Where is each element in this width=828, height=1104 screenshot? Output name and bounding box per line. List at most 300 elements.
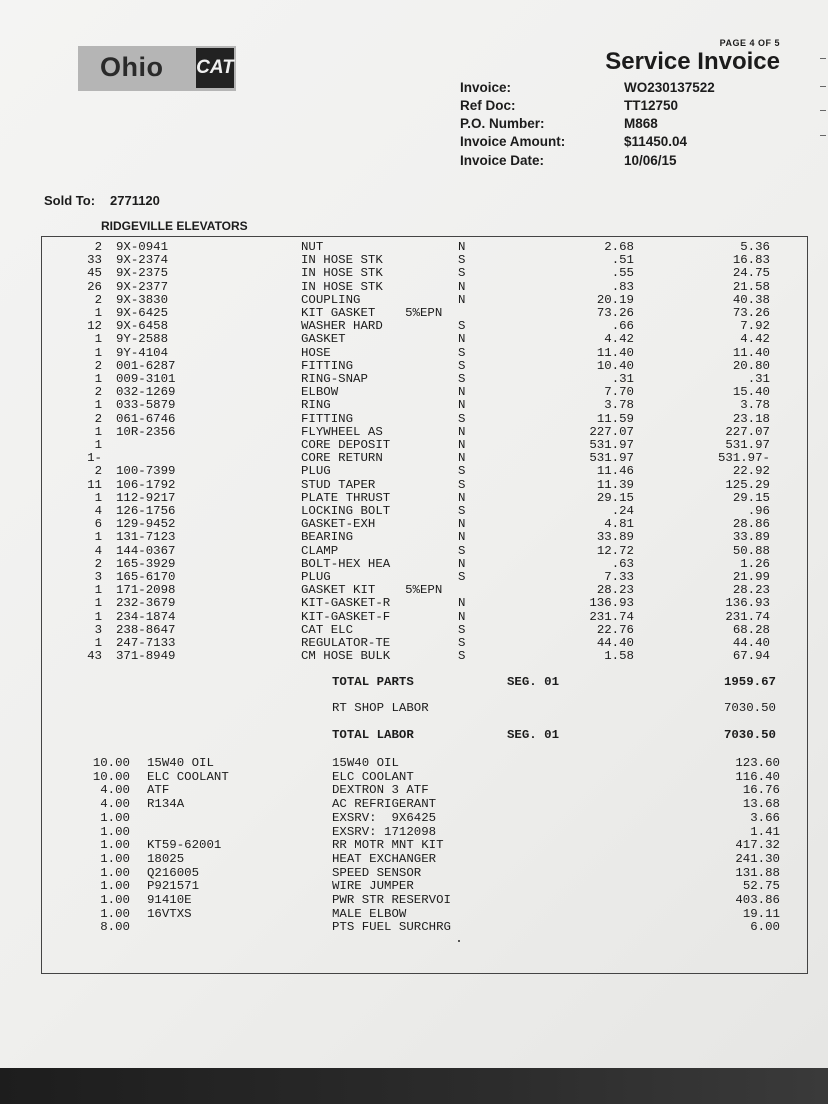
part-code: S <box>458 372 466 386</box>
part-number: 106-1792 <box>116 477 176 492</box>
part-qty: 2 <box>94 556 102 571</box>
misc-amount: 19.11 <box>742 906 780 921</box>
shop-labor-value: 7030.50 <box>723 701 776 715</box>
part-unit-price: 44.40 <box>596 636 634 650</box>
part-amount: 125.29 <box>725 477 770 492</box>
invoice-date-value: 10/06/15 <box>624 153 677 168</box>
part-number: 171-2098 <box>116 583 176 598</box>
part-description: KIT-GASKET-F <box>301 609 391 624</box>
part-amount: 33.89 <box>732 530 770 545</box>
part-code: N <box>458 240 466 254</box>
misc-code: KT59-62001 <box>147 838 222 853</box>
part-qty: 2 <box>94 411 102 426</box>
total-parts-segment: SEG. 01 <box>507 675 560 689</box>
total-labor-value: 7030.50 <box>723 728 776 742</box>
part-unit-price: 28.23 <box>596 583 634 598</box>
part-unit-price: 11.39 <box>596 477 634 492</box>
table-row <box>0 812 828 825</box>
part-unit-price: 33.89 <box>596 530 634 545</box>
part-number: 061-6746 <box>116 411 176 426</box>
part-amount: 227.07 <box>725 424 770 439</box>
part-amount: 4.42 <box>740 332 770 347</box>
total-parts-row <box>0 676 828 689</box>
part-unit-price: 136.93 <box>589 596 634 611</box>
table-row <box>0 333 828 346</box>
misc-amount: 417.32 <box>735 838 780 853</box>
ref-doc-label: Ref Doc: <box>460 98 516 113</box>
total-labor-row <box>0 729 828 742</box>
part-unit-price: 227.07 <box>589 424 634 439</box>
part-amount: 28.86 <box>732 517 770 532</box>
misc-description: ELC COOLANT <box>332 769 414 784</box>
part-number: 232-3679 <box>116 596 176 611</box>
part-qty: 4 <box>94 543 102 558</box>
part-amount: 24.75 <box>732 266 770 281</box>
part-unit-price: 11.40 <box>596 345 634 360</box>
edge-mark <box>820 86 826 87</box>
part-unit-price: 4.81 <box>604 517 634 532</box>
table-row <box>0 624 828 637</box>
part-description: STUD TAPER <box>301 477 376 492</box>
misc-qty: 1.00 <box>100 865 130 880</box>
part-qty: 33 <box>87 253 102 268</box>
part-description: WASHER HARD <box>301 319 383 334</box>
table-row <box>0 465 828 478</box>
part-description: FLYWHEEL AS <box>301 424 383 439</box>
part-unit-price: .55 <box>611 266 634 281</box>
part-code: S <box>458 345 466 360</box>
part-amount: 231.74 <box>725 609 770 624</box>
part-amount: 21.58 <box>732 279 770 294</box>
part-unit-price: .51 <box>611 253 634 268</box>
table-row <box>0 413 828 426</box>
part-number: 9X-2377 <box>116 279 169 294</box>
part-description: CORE DEPOSIT <box>301 438 391 452</box>
part-amount: 73.26 <box>732 306 770 320</box>
table-row <box>0 492 828 505</box>
misc-amount: 123.60 <box>735 756 780 770</box>
misc-description: MALE ELBOW <box>332 906 407 921</box>
part-unit-price: 531.97 <box>589 438 634 452</box>
part-number: 9X-3830 <box>116 292 169 307</box>
part-number: 165-6170 <box>116 570 176 584</box>
misc-amount: 1.41 <box>750 824 780 839</box>
part-number: 129-9452 <box>116 517 176 532</box>
misc-qty: 1.00 <box>100 879 130 894</box>
misc-description: DEXTRON 3 ATF <box>332 783 429 798</box>
part-unit-price: 12.72 <box>596 543 634 558</box>
part-amount: 11.40 <box>732 345 770 360</box>
part-unit-price: .63 <box>611 556 634 571</box>
shop-labor-row <box>0 702 828 715</box>
part-code: N <box>458 292 466 307</box>
part-code: S <box>458 636 466 650</box>
part-amount: .31 <box>747 372 770 386</box>
part-description: FITTING <box>301 411 354 426</box>
part-description: HOSE <box>301 345 331 360</box>
part-code: N <box>458 385 466 400</box>
part-code: S <box>458 266 466 281</box>
misc-qty: 1.00 <box>100 851 130 866</box>
misc-description: AC REFRIGERANT <box>332 797 437 812</box>
table-row <box>0 784 828 797</box>
part-code: N <box>458 490 466 505</box>
part-amount: 1.26 <box>740 556 770 571</box>
part-amount: 21.99 <box>732 570 770 584</box>
table-row <box>0 826 828 839</box>
sold-to-label: Sold To: <box>44 193 96 208</box>
part-description: IN HOSE STK <box>301 266 383 281</box>
part-amount: .96 <box>747 504 770 518</box>
part-description: GASKET KIT 5%EPN <box>301 583 443 598</box>
part-amount: 5.36 <box>740 240 770 254</box>
part-amount: 20.80 <box>732 358 770 373</box>
misc-qty: 4.00 <box>100 783 130 798</box>
part-qty: 1 <box>94 306 102 320</box>
part-unit-price: 11.59 <box>596 411 634 426</box>
misc-description: 15W40 OIL <box>332 756 399 770</box>
misc-code: 15W40 OIL <box>147 756 214 770</box>
misc-code: 18025 <box>147 851 185 866</box>
table-row <box>0 839 828 852</box>
table-row <box>0 347 828 360</box>
page-title: Service Invoice <box>605 48 780 75</box>
part-unit-price: .83 <box>611 279 634 294</box>
misc-code: ELC COOLANT <box>147 769 229 784</box>
table-row <box>0 894 828 907</box>
table-row <box>0 452 828 465</box>
part-qty: 2 <box>94 358 102 373</box>
invoice-amount-label: Invoice Amount: <box>460 134 566 149</box>
total-parts-label: TOTAL PARTS <box>332 675 414 689</box>
part-unit-price: 20.19 <box>596 292 634 307</box>
part-number: 112-9217 <box>116 490 176 505</box>
total-parts-value: 1959.67 <box>723 675 776 689</box>
page-speck <box>458 940 460 942</box>
part-code: N <box>458 438 466 452</box>
part-qty: 43 <box>87 649 102 664</box>
invoice-value: WO230137522 <box>624 80 715 95</box>
table-row <box>0 880 828 893</box>
misc-code: 91410E <box>147 893 192 907</box>
part-qty: 4 <box>94 504 102 518</box>
part-description: BEARING <box>301 530 354 545</box>
part-unit-price: 231.74 <box>589 609 634 624</box>
part-qty: 12 <box>87 319 102 334</box>
part-number: 131-7123 <box>116 530 176 545</box>
cat-logo-icon: CAT <box>196 48 234 88</box>
misc-qty: 1.00 <box>100 893 130 907</box>
part-amount: 28.23 <box>732 583 770 598</box>
part-code: N <box>458 424 466 439</box>
part-code: S <box>458 477 466 492</box>
table-row <box>0 921 828 934</box>
misc-amount: 403.86 <box>735 893 780 907</box>
part-unit-price: 29.15 <box>596 490 634 505</box>
part-unit-price: 11.46 <box>596 464 634 479</box>
table-row <box>0 479 828 492</box>
part-number: 9X-6425 <box>116 306 169 320</box>
table-row <box>0 386 828 399</box>
misc-qty: 1.00 <box>100 810 130 825</box>
part-number: 234-1874 <box>116 609 176 624</box>
misc-qty: 8.00 <box>100 920 130 935</box>
part-unit-price: 7.33 <box>604 570 634 584</box>
part-qty: 1- <box>87 451 102 466</box>
part-qty: 45 <box>87 266 102 281</box>
part-code: N <box>458 609 466 624</box>
part-unit-price: 10.40 <box>596 358 634 373</box>
misc-qty: 1.00 <box>100 906 130 921</box>
misc-amount: 3.66 <box>750 810 780 825</box>
part-number: 100-7399 <box>116 464 176 479</box>
part-unit-price: 7.70 <box>604 385 634 400</box>
part-number: 9X-2374 <box>116 253 169 268</box>
part-code: N <box>458 556 466 571</box>
part-qty: 2 <box>94 240 102 254</box>
part-description: PLUG <box>301 570 331 584</box>
part-description: CLAMP <box>301 543 339 558</box>
part-code: N <box>458 530 466 545</box>
table-row <box>0 771 828 784</box>
table-row <box>0 597 828 610</box>
part-amount: 68.28 <box>732 622 770 637</box>
edge-mark <box>820 110 826 111</box>
part-description: PLATE THRUST <box>301 490 391 505</box>
part-code: S <box>458 411 466 426</box>
part-qty: 1 <box>94 332 102 347</box>
table-row <box>0 399 828 412</box>
table-row <box>0 426 828 439</box>
misc-description: HEAT EXCHANGER <box>332 851 437 866</box>
ref-doc-value: TT12750 <box>624 98 679 113</box>
part-description: LOCKING BOLT <box>301 504 391 518</box>
misc-amount: 13.68 <box>742 797 780 812</box>
edge-mark <box>820 135 826 136</box>
part-amount: 136.93 <box>725 596 770 611</box>
part-qty: 1 <box>94 345 102 360</box>
misc-qty: 1.00 <box>100 824 130 839</box>
part-unit-price: 1.58 <box>604 649 634 664</box>
misc-description: EXSRV: 9X6425 <box>332 810 437 825</box>
table-row <box>0 518 828 531</box>
invoice-amount-value: $11450.04 <box>624 134 688 149</box>
part-number: 033-5879 <box>116 398 176 413</box>
misc-amount: 241.30 <box>735 851 780 866</box>
part-qty: 1 <box>94 530 102 545</box>
part-unit-price: 531.97 <box>589 451 634 466</box>
table-row <box>0 558 828 571</box>
part-code: S <box>458 319 466 334</box>
part-number: 032-1269 <box>116 385 176 400</box>
customer-name: RIDGEVILLE ELEVATORS <box>101 219 248 233</box>
part-description: CM HOSE BULK <box>301 649 391 664</box>
part-amount: 67.94 <box>732 649 770 664</box>
misc-qty: 10.00 <box>92 769 130 784</box>
part-number: 009-3101 <box>116 372 176 386</box>
misc-qty: 4.00 <box>100 797 130 812</box>
part-code: S <box>458 570 466 584</box>
part-number: 9X-2375 <box>116 266 169 281</box>
table-row <box>0 757 828 770</box>
part-qty: 1 <box>94 490 102 505</box>
part-amount: 29.15 <box>732 490 770 505</box>
part-unit-price: 3.78 <box>604 398 634 413</box>
misc-description: PWR STR RESERVOI <box>332 893 451 907</box>
part-number: 247-7133 <box>116 636 176 650</box>
part-qty: 1 <box>94 438 102 452</box>
part-amount: 50.88 <box>732 543 770 558</box>
part-qty: 2 <box>94 464 102 479</box>
part-number: 9X-0941 <box>116 240 169 254</box>
po-number-value: M868 <box>624 116 658 131</box>
part-code: N <box>458 517 466 532</box>
part-description: IN HOSE STK <box>301 253 383 268</box>
part-description: COUPLING <box>301 292 361 307</box>
part-amount: 44.40 <box>732 636 770 650</box>
misc-amount: 52.75 <box>742 879 780 894</box>
part-description: RING-SNAP <box>301 372 368 386</box>
part-qty: 26 <box>87 279 102 294</box>
part-description: CAT ELC <box>301 622 354 637</box>
part-qty: 6 <box>94 517 102 532</box>
misc-description: EXSRV: 1712098 <box>332 824 437 839</box>
table-row <box>0 439 828 452</box>
part-number: 371-8949 <box>116 649 176 664</box>
part-number: 144-0367 <box>116 543 176 558</box>
part-description: IN HOSE STK <box>301 279 383 294</box>
misc-code: R134A <box>147 797 185 812</box>
part-code: S <box>458 649 466 664</box>
part-number: 238-8647 <box>116 622 176 637</box>
misc-code: P921571 <box>147 879 200 894</box>
table-row <box>0 611 828 624</box>
shop-labor-label: RT SHOP LABOR <box>332 701 429 715</box>
part-unit-price: .24 <box>611 504 634 518</box>
part-description: FITTING <box>301 358 354 373</box>
part-description: GASKET-EXH <box>301 517 376 532</box>
part-description: KIT GASKET 5%EPN <box>301 306 443 320</box>
misc-amount: 131.88 <box>735 865 780 880</box>
part-amount: 7.92 <box>740 319 770 334</box>
part-description: ELBOW <box>301 385 339 400</box>
part-code: N <box>458 398 466 413</box>
misc-code: 16VTXS <box>147 906 192 921</box>
part-code: N <box>458 451 466 466</box>
total-labor-label: TOTAL LABOR <box>332 728 414 742</box>
part-qty: 1 <box>94 398 102 413</box>
misc-qty: 10.00 <box>92 756 130 770</box>
part-amount: 3.78 <box>740 398 770 413</box>
part-amount: 22.92 <box>732 464 770 479</box>
part-qty: 1 <box>94 596 102 611</box>
part-qty: 2 <box>94 292 102 307</box>
part-qty: 3 <box>94 622 102 637</box>
misc-description: SPEED SENSOR <box>332 865 422 880</box>
part-code: S <box>458 464 466 479</box>
misc-amount: 6.00 <box>750 920 780 935</box>
table-row <box>0 531 828 544</box>
part-code: N <box>458 596 466 611</box>
table-row <box>0 294 828 307</box>
part-description: CORE RETURN <box>301 451 383 466</box>
misc-code: ATF <box>147 783 170 798</box>
part-number: 9X-6458 <box>116 319 169 334</box>
part-amount: 40.38 <box>732 292 770 307</box>
part-amount: 23.18 <box>732 411 770 426</box>
misc-description: PTS FUEL SURCHRG <box>332 920 451 935</box>
table-row <box>0 267 828 280</box>
part-qty: 1 <box>94 609 102 624</box>
part-description: GASKET <box>301 332 346 347</box>
misc-code: Q216005 <box>147 865 200 880</box>
part-code: S <box>458 253 466 268</box>
edge-mark <box>820 58 826 59</box>
part-code: S <box>458 358 466 373</box>
part-number: 10R-2356 <box>116 424 176 439</box>
part-description: NUT <box>301 240 324 254</box>
part-code: S <box>458 543 466 558</box>
part-code: N <box>458 279 466 294</box>
part-description: RING <box>301 398 331 413</box>
part-amount: 16.83 <box>732 253 770 268</box>
part-description: REGULATOR-TE <box>301 636 391 650</box>
part-qty: 1 <box>94 583 102 598</box>
misc-amount: 16.76 <box>742 783 780 798</box>
part-code: N <box>458 332 466 347</box>
misc-amount: 116.40 <box>735 769 780 784</box>
misc-description: RR MOTR MNT KIT <box>332 838 444 853</box>
part-qty: 2 <box>94 385 102 400</box>
part-unit-price: .66 <box>611 319 634 334</box>
part-description: KIT-GASKET-R <box>301 596 391 611</box>
table-row <box>0 281 828 294</box>
part-number: 126-1756 <box>116 504 176 518</box>
table-row <box>0 867 828 880</box>
part-amount: 531.97- <box>717 451 770 466</box>
table-row <box>0 908 828 921</box>
part-code: S <box>458 504 466 518</box>
dealer-logo <box>78 46 236 91</box>
part-qty: 1 <box>94 424 102 439</box>
part-qty: 1 <box>94 372 102 386</box>
table-row <box>0 584 828 597</box>
part-amount: 15.40 <box>732 385 770 400</box>
part-description: BOLT-HEX HEA <box>301 556 391 571</box>
table-row <box>0 320 828 333</box>
part-number: 9Y-4104 <box>116 345 169 360</box>
part-qty: 3 <box>94 570 102 584</box>
invoice-date-label: Invoice Date: <box>460 153 545 168</box>
part-number: 001-6287 <box>116 358 176 373</box>
invoice-label: Invoice: <box>460 80 512 95</box>
part-number: 165-3929 <box>116 556 176 571</box>
part-qty: 11 <box>87 477 102 492</box>
table-row <box>0 254 828 267</box>
misc-description: WIRE JUMPER <box>332 879 414 894</box>
part-number: 9Y-2588 <box>116 332 169 347</box>
logo-dealer-name: Ohio <box>100 52 164 82</box>
part-description: PLUG <box>301 464 331 479</box>
part-qty: 1 <box>94 636 102 650</box>
misc-qty: 1.00 <box>100 838 130 853</box>
table-row <box>0 650 828 663</box>
page-number: PAGE 4 OF 5 <box>719 38 780 48</box>
scanner-bed <box>0 1068 828 1104</box>
table-row <box>0 853 828 866</box>
part-unit-price: 22.76 <box>596 622 634 637</box>
po-number-label: P.O. Number: <box>460 116 545 131</box>
